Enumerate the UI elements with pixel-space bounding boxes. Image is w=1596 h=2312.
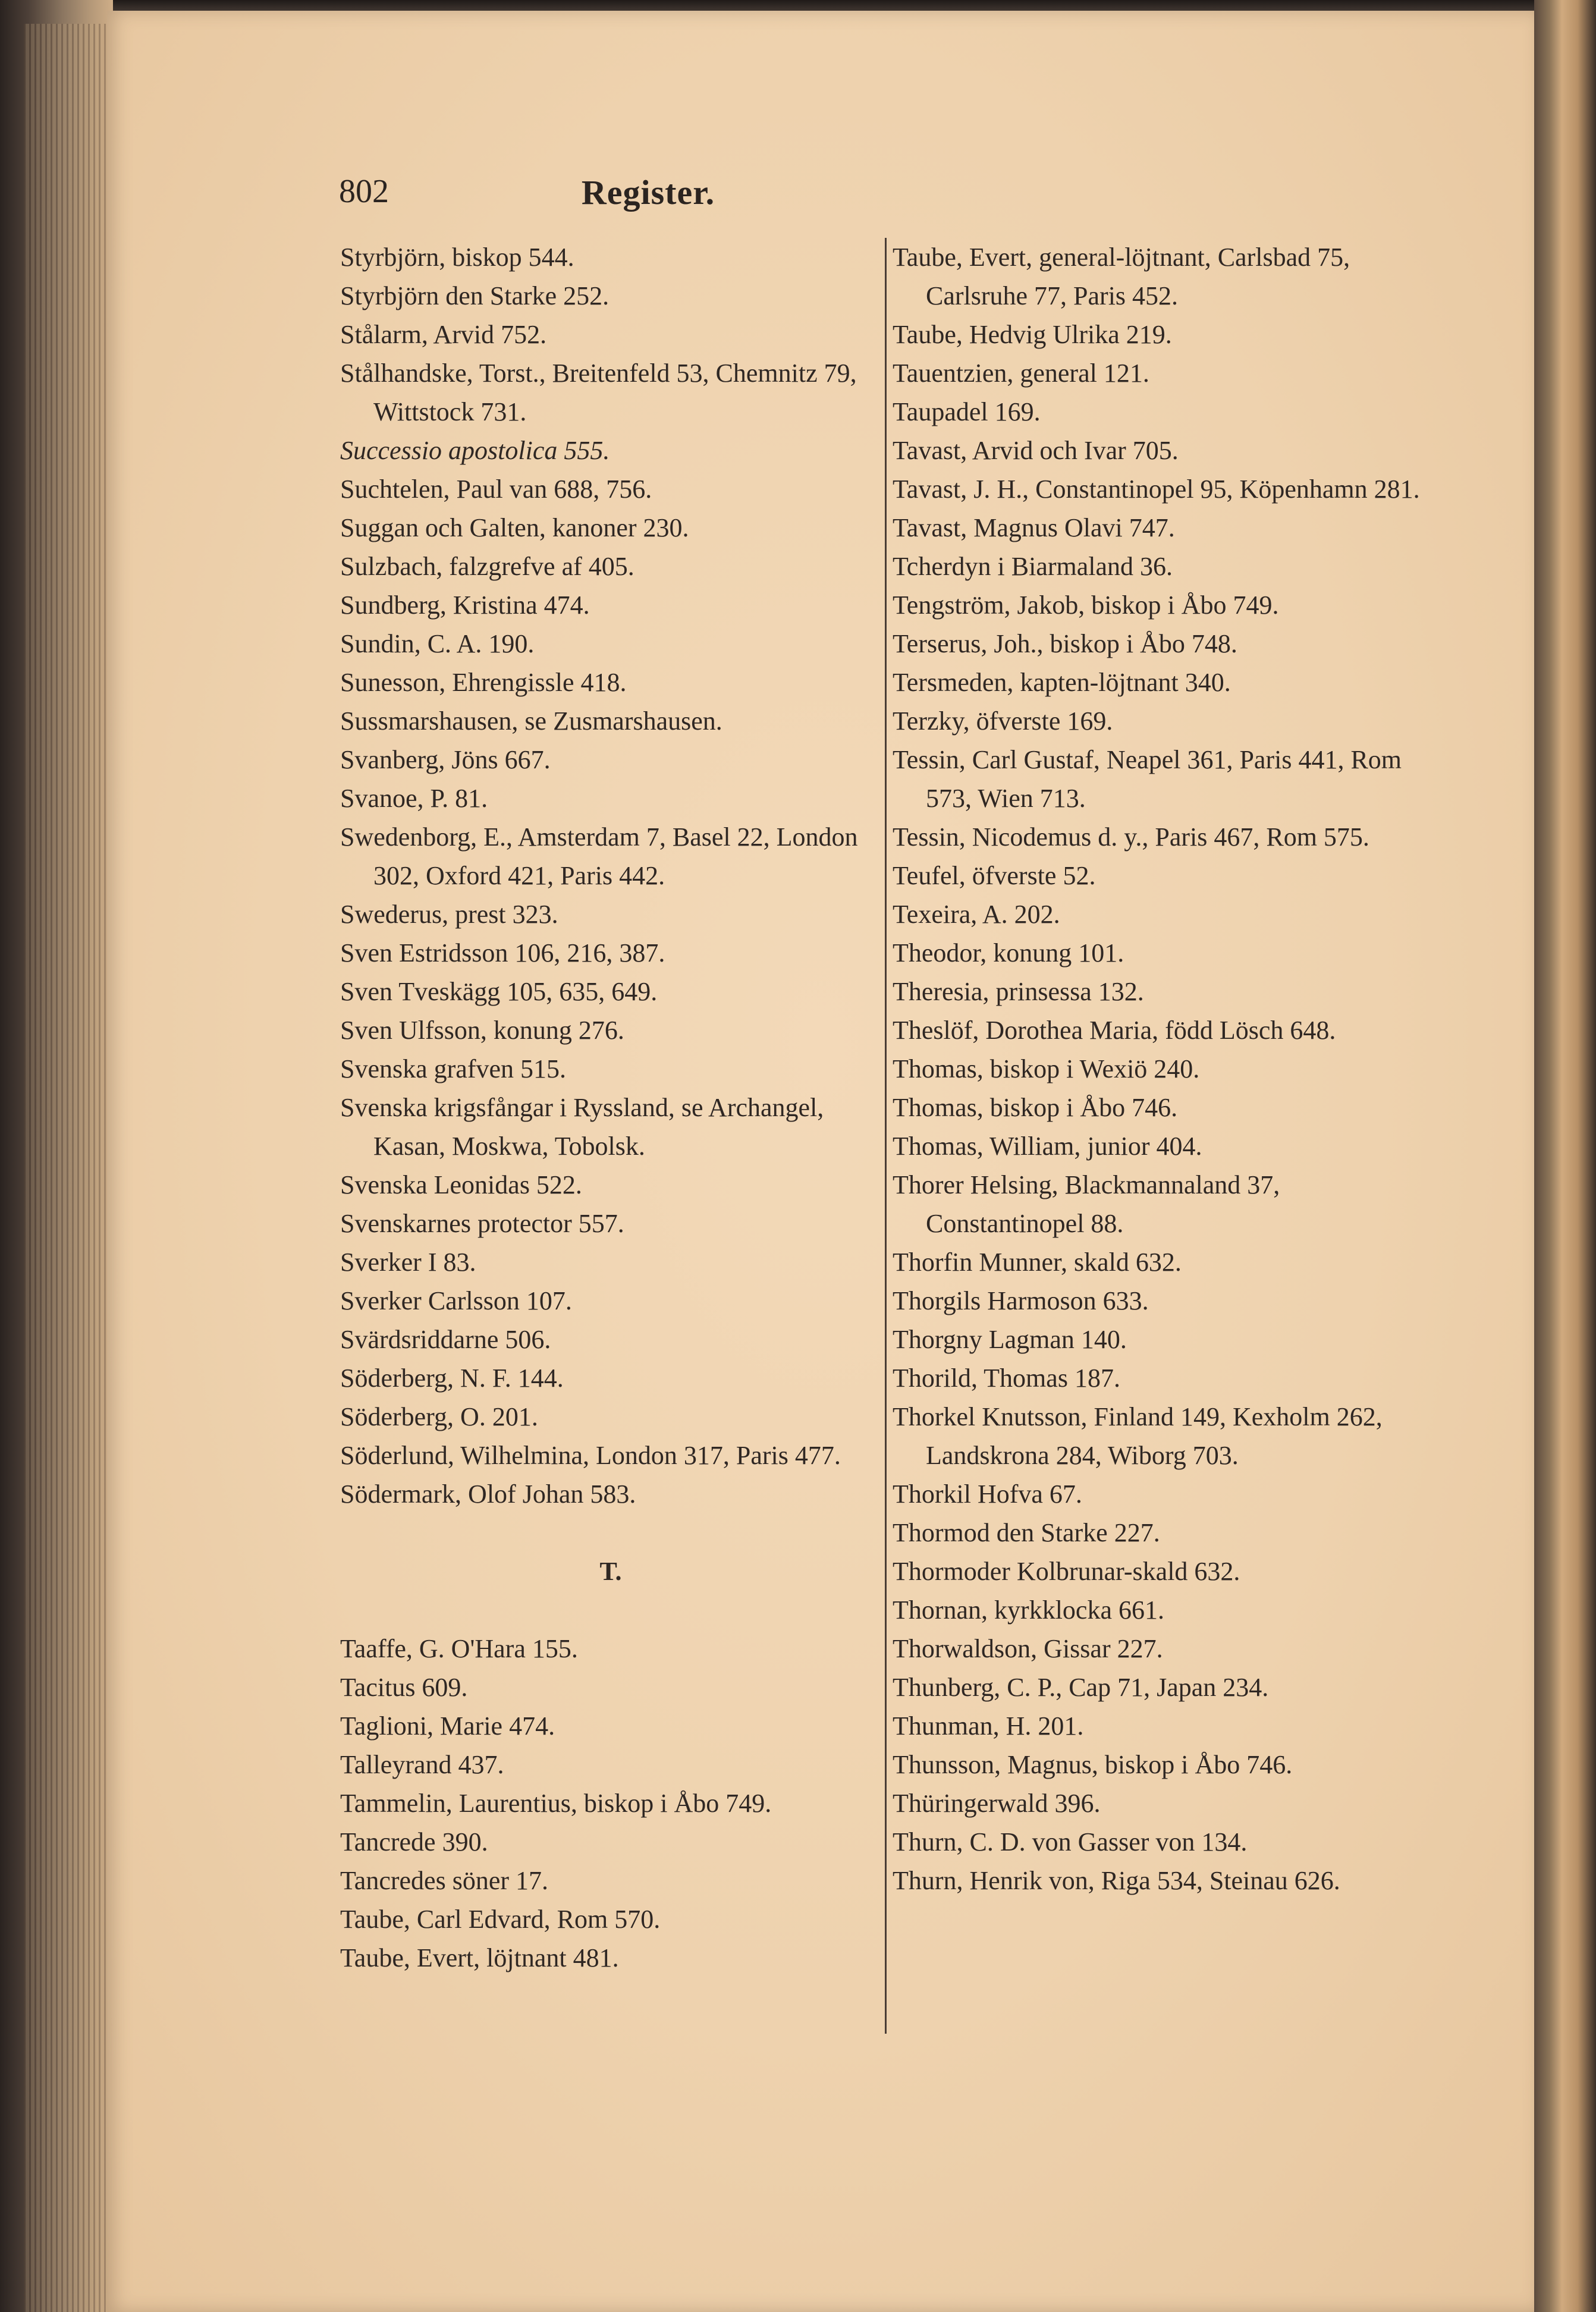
book-right-edge xyxy=(1534,0,1596,2312)
right-column xyxy=(885,238,1431,2034)
index-entry: Tengström, Jakob, biskop i Åbo 749. xyxy=(893,590,1279,620)
index-entry: Söderlund, Wilhelmina, London 317, Paris 477. xyxy=(340,1441,841,1470)
index-entry: Söderberg, N. F. 144. xyxy=(340,1364,564,1393)
index-entry: Tauentzien, general 121. xyxy=(893,359,1149,388)
index-entry: Svenska Leonidas 522. xyxy=(340,1170,582,1199)
page-number: 802 xyxy=(339,173,389,210)
index-entry: Suchtelen, Paul van 688, 756. xyxy=(340,475,652,504)
index-entry: Svenska grafven 515. xyxy=(340,1054,567,1083)
index-entry: Stålhandske, Torst., Breitenfeld 53, Chemnitz 79, Wittstock 731. xyxy=(340,359,857,426)
index-entry: Thomas, biskop i Åbo 746. xyxy=(893,1093,1178,1122)
page-title: Register. xyxy=(581,173,715,212)
index-entry: Tavast, J. H., Constantinopel 95, Köpenhamn 281. xyxy=(893,475,1420,504)
index-entry: Tcherdyn i Biarmaland 36. xyxy=(893,552,1173,581)
index-entry: Swedenborg, E., Amsterdam 7, Basel 22, London 302, Oxford 421, Paris 442. xyxy=(340,822,858,890)
index-entry: Styrbjörn den Starke 252. xyxy=(340,281,610,310)
index-entry: Svanoe, P. 81. xyxy=(340,784,488,813)
index-entry: Thunsson, Magnus, biskop i Åbo 746. xyxy=(893,1750,1293,1779)
index-entry: Tancredes söner 17. xyxy=(340,1866,549,1895)
section-letter: T. xyxy=(599,1557,622,1586)
index-entry: Taube, Evert, löjtnant 481. xyxy=(340,1943,619,1972)
index-entry: Sverker I 83. xyxy=(340,1248,476,1277)
index-entry: Svärdsriddarne 506. xyxy=(340,1325,551,1354)
index-entry: Stålarm, Arvid 752. xyxy=(340,320,547,349)
index-entry: Taube, Carl Edvard, Rom 570. xyxy=(340,1905,661,1934)
index-entry: Thorfin Munner, skald 632. xyxy=(893,1248,1182,1277)
index-entry: Thüringerwald 396. xyxy=(893,1789,1101,1818)
index-entry: Terserus, Joh., biskop i Åbo 748. xyxy=(893,629,1237,658)
index-entry: Sundin, C. A. 190. xyxy=(340,629,535,658)
index-entry: Söderberg, O. 201. xyxy=(340,1402,538,1431)
index-entry: Styrbjörn, biskop 544. xyxy=(340,243,574,272)
index-entry: Svenska krigsfångar i Ryssland, se Archangel, Kasan, Moskwa, Tobolsk. xyxy=(340,1093,824,1161)
index-entry: Thunberg, C. P., Cap 71, Japan 234. xyxy=(893,1673,1269,1702)
index-entry: Thurn, Henrik von, Riga 534, Steinau 626. xyxy=(893,1866,1340,1895)
index-entry: Svenskarnes protector 557. xyxy=(340,1209,624,1238)
index-entry: Thorkel Knutsson, Finland 149, Kexholm 262, Landskrona 284, Wiborg 703. xyxy=(893,1402,1383,1470)
index-entry: Sverker Carlsson 107. xyxy=(340,1286,572,1315)
index-entry: Thunman, H. 201. xyxy=(893,1711,1084,1741)
index-entry: Thomas, William, junior 404. xyxy=(893,1132,1202,1161)
index-entry: Terzky, öfverste 169. xyxy=(893,706,1113,736)
index-entry: Thormod den Starke 227. xyxy=(893,1518,1160,1547)
index-entry: Suggan och Galten, kanoner 230. xyxy=(340,513,689,542)
page-header xyxy=(339,172,957,226)
index-entry: Thormoder Kolbrunar-skald 632. xyxy=(893,1557,1240,1586)
index-entry: Tancrede 390. xyxy=(340,1827,488,1856)
index-entry: Thomas, biskop i Wexiö 240. xyxy=(893,1054,1200,1083)
index-entry: Taube, Hedvig Ulrika 219. xyxy=(893,320,1172,349)
index-entry: Tavast, Magnus Olavi 747. xyxy=(893,513,1175,542)
index-entry: Taaffe, G. O'Hara 155. xyxy=(340,1634,578,1663)
index-entry: Thorgils Harmoson 633. xyxy=(893,1286,1149,1315)
index-entry: Sven Ulfsson, konung 276. xyxy=(340,1016,624,1045)
index-entry: Thorgny Lagman 140. xyxy=(893,1325,1127,1354)
index-entry: Tessin, Nicodemus d. y., Paris 467, Rom 575. xyxy=(893,822,1369,852)
index-entry: Taupadel 169. xyxy=(893,397,1041,426)
index-entry: Södermark, Olof Johan 583. xyxy=(340,1479,636,1509)
left-column xyxy=(340,238,881,1977)
index-entry: Theodor, konung 101. xyxy=(893,938,1124,967)
index-entry: Thurn, C. D. von Gasser von 134. xyxy=(893,1827,1248,1856)
index-entry: Tersmeden, kapten-löjtnant 340. xyxy=(893,668,1231,697)
index-entry: Theresia, prinsessa 132. xyxy=(893,977,1144,1006)
index-entry: Sven Estridsson 106, 216, 387. xyxy=(340,938,665,967)
index-entry: Swederus, prest 323. xyxy=(340,900,558,929)
index-entry: Svanberg, Jöns 667. xyxy=(340,745,551,774)
index-entry: Sunesson, Ehrengissle 418. xyxy=(340,668,627,697)
index-entry: Taglioni, Marie 474. xyxy=(340,1711,555,1741)
index-entry: Tammelin, Laurentius, biskop i Åbo 749. xyxy=(340,1789,772,1818)
index-entry: Thornan, kyrkklocka 661. xyxy=(893,1595,1164,1625)
index-entry: Thorild, Thomas 187. xyxy=(893,1364,1120,1393)
index-entry: Talleyrand 437. xyxy=(340,1750,504,1779)
index-entry: Taube, Evert, general-löjtnant, Carlsbad 75, Carlsruhe 77, Paris 452. xyxy=(893,243,1350,310)
index-entry: Texeira, A. 202. xyxy=(893,900,1060,929)
index-entry: Sussmarshausen, se Zusmarshausen. xyxy=(340,706,722,736)
index-entry: Sven Tveskägg 105, 635, 649. xyxy=(340,977,658,1006)
page-stack xyxy=(24,24,113,2312)
index-entry: Thorer Helsing, Blackmannaland 37, Constantinopel 88. xyxy=(893,1170,1280,1238)
index-entry: Tessin, Carl Gustaf, Neapel 361, Paris 441, Rom 573, Wien 713. xyxy=(893,745,1402,813)
index-entry: Tacitus 609. xyxy=(340,1673,468,1702)
index-entry: Sulzbach, falzgrefve af 405. xyxy=(340,552,634,581)
index-entry: Thorkil Hofva 67. xyxy=(893,1479,1082,1509)
index-entry: Theslöf, Dorothea Maria, född Lösch 648. xyxy=(893,1016,1336,1045)
index-entry: Teufel, öfverste 52. xyxy=(893,861,1096,890)
index-entry: Thorwaldson, Gissar 227. xyxy=(893,1634,1163,1663)
index-entry: Sundberg, Kristina 474. xyxy=(340,590,590,620)
index-entry: Successio apostolica 555. xyxy=(340,436,610,465)
index-entry: Tavast, Arvid och Ivar 705. xyxy=(893,436,1179,465)
